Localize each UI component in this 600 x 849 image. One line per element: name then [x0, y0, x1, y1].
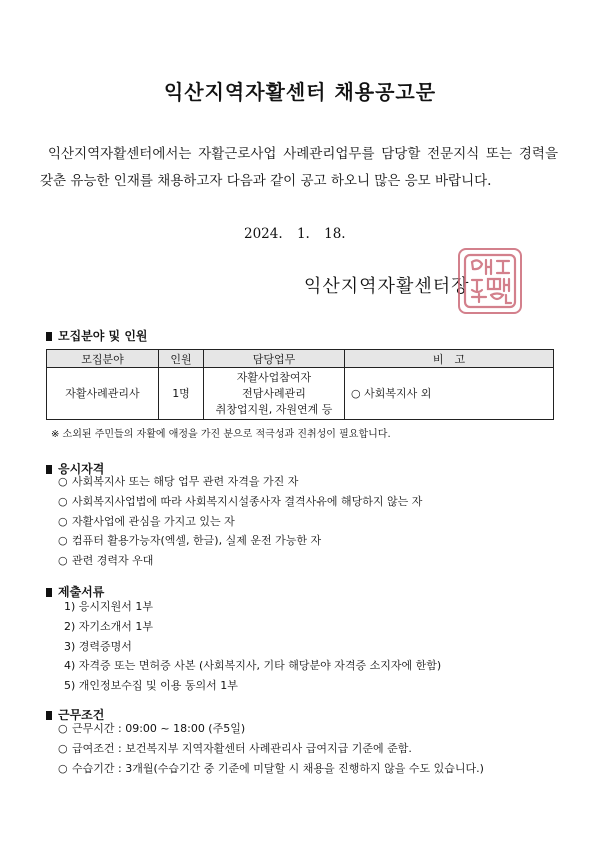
posting-date: 2024. 1. 18. — [244, 226, 346, 242]
duty-line: 취창업지원, 자원연계 등 — [215, 402, 333, 416]
document-title: 익산지역자활센터 채용공고문 — [163, 80, 437, 104]
qualifications-list — [58, 472, 422, 571]
section-bullet-icon — [46, 332, 52, 341]
column-header-duties: 담당업무 — [204, 350, 345, 368]
list-item: 5) 개인정보수집 및 이용 동의서 1부 — [64, 679, 238, 693]
section-heading-text: 근무조건 — [58, 708, 105, 722]
signer-name: 익산지역자활센터장 — [304, 276, 470, 297]
table-header-row — [47, 350, 554, 368]
column-header-field: 모집분야 — [47, 350, 159, 368]
seal-icon — [460, 250, 520, 312]
section-bullet-icon — [46, 711, 52, 720]
circle-bullet-icon: ○ — [58, 722, 68, 735]
circle-bullet-icon: ○ — [58, 494, 68, 508]
official-seal-stamp — [458, 248, 522, 314]
list-item — [58, 759, 484, 779]
list-item — [58, 512, 422, 532]
list-item — [58, 492, 422, 512]
intro-paragraph — [40, 141, 558, 195]
conditions-list — [58, 719, 484, 778]
list-item: 4) 자격증 또는 면허증 사본 (사회복지사, 기타 해당분야 자격증 소지자에 한함) — [64, 659, 442, 673]
duty-line: 자활사업참여자 — [236, 370, 312, 384]
circle-bullet-icon: ○ — [58, 761, 68, 775]
duty-line: 전담사례관리 — [242, 386, 306, 400]
documents-list — [64, 597, 441, 696]
circle-bullet-icon: ○ — [58, 534, 68, 548]
recruit-table — [46, 349, 554, 420]
cell-field: 자활사례관리사 — [47, 368, 159, 420]
circle-bullet-icon: ○ — [58, 514, 68, 528]
cell-count: 1명 — [159, 368, 204, 420]
list-item-text: 사회복지사 또는 해당 업무 관련 자격을 가진 자 — [72, 475, 299, 488]
list-item-text: 급여조건 : 보건복지부 지역자활센터 사례관리사 급여지급 기준에 준함. — [72, 741, 412, 755]
circle-bullet-icon: ○ — [58, 475, 68, 488]
column-header-count: 인원 — [159, 350, 204, 368]
list-item — [58, 472, 422, 492]
circle-bullet-icon: ○ — [58, 741, 68, 755]
cell-note: ○ 사회복지사 외 — [345, 368, 554, 420]
list-item-text: 근무시간 : 09:00 ~ 18:00 (주5일) — [72, 722, 246, 735]
cell-duties — [204, 368, 345, 420]
list-item — [58, 739, 484, 759]
list-item: 3) 경력증명서 — [64, 639, 132, 653]
list-item-text: 사회복지사업법에 따라 사회복지시설종사자 결격사유에 해당하지 않는 자 — [72, 494, 423, 508]
section-bullet-icon — [46, 588, 52, 597]
list-item-text: 컴퓨터 활용가능자(엑셀, 한글), 실제 운전 가능한 자 — [72, 534, 322, 548]
circle-bullet-icon: ○ — [58, 554, 68, 568]
list-item — [58, 531, 422, 551]
list-item — [58, 719, 484, 739]
section-bullet-icon — [46, 465, 52, 474]
list-item — [58, 551, 422, 571]
recruit-footnote: ※ 소외된 주민들의 자활에 애정을 가진 분으로 적극성과 진취성이 필요합니다. — [51, 429, 391, 440]
intro-text: 익산지역자활센터에서는 자활근로사업 사례관리업무를 담당할 전문지식 또는 경력을 갖춘 유능한 인재를 채용하고자 다음과 같이 공고 하오니 많은 응모 바랍니다. — [40, 146, 558, 189]
section-heading-recruit — [46, 327, 148, 344]
section-heading-text: 응시자격 — [58, 462, 105, 476]
column-header-note: 비 고 — [345, 350, 554, 368]
list-item-text: 자활사업에 관심을 가지고 있는 자 — [72, 514, 235, 528]
list-item-text: 관련 경력자 우대 — [72, 554, 154, 568]
list-item: 1) 응시지원서 1부 — [64, 600, 154, 613]
section-heading-text: 제출서류 — [58, 585, 105, 599]
table-row — [47, 368, 554, 420]
section-heading-text: 모집분야 및 인원 — [58, 329, 148, 343]
list-item-text: 수습기간 : 3개월(수습기간 중 기준에 미달할 시 채용을 진행하지 않을 수도 있습니다.) — [72, 761, 484, 775]
list-item: 2) 자기소개서 1부 — [64, 619, 154, 633]
